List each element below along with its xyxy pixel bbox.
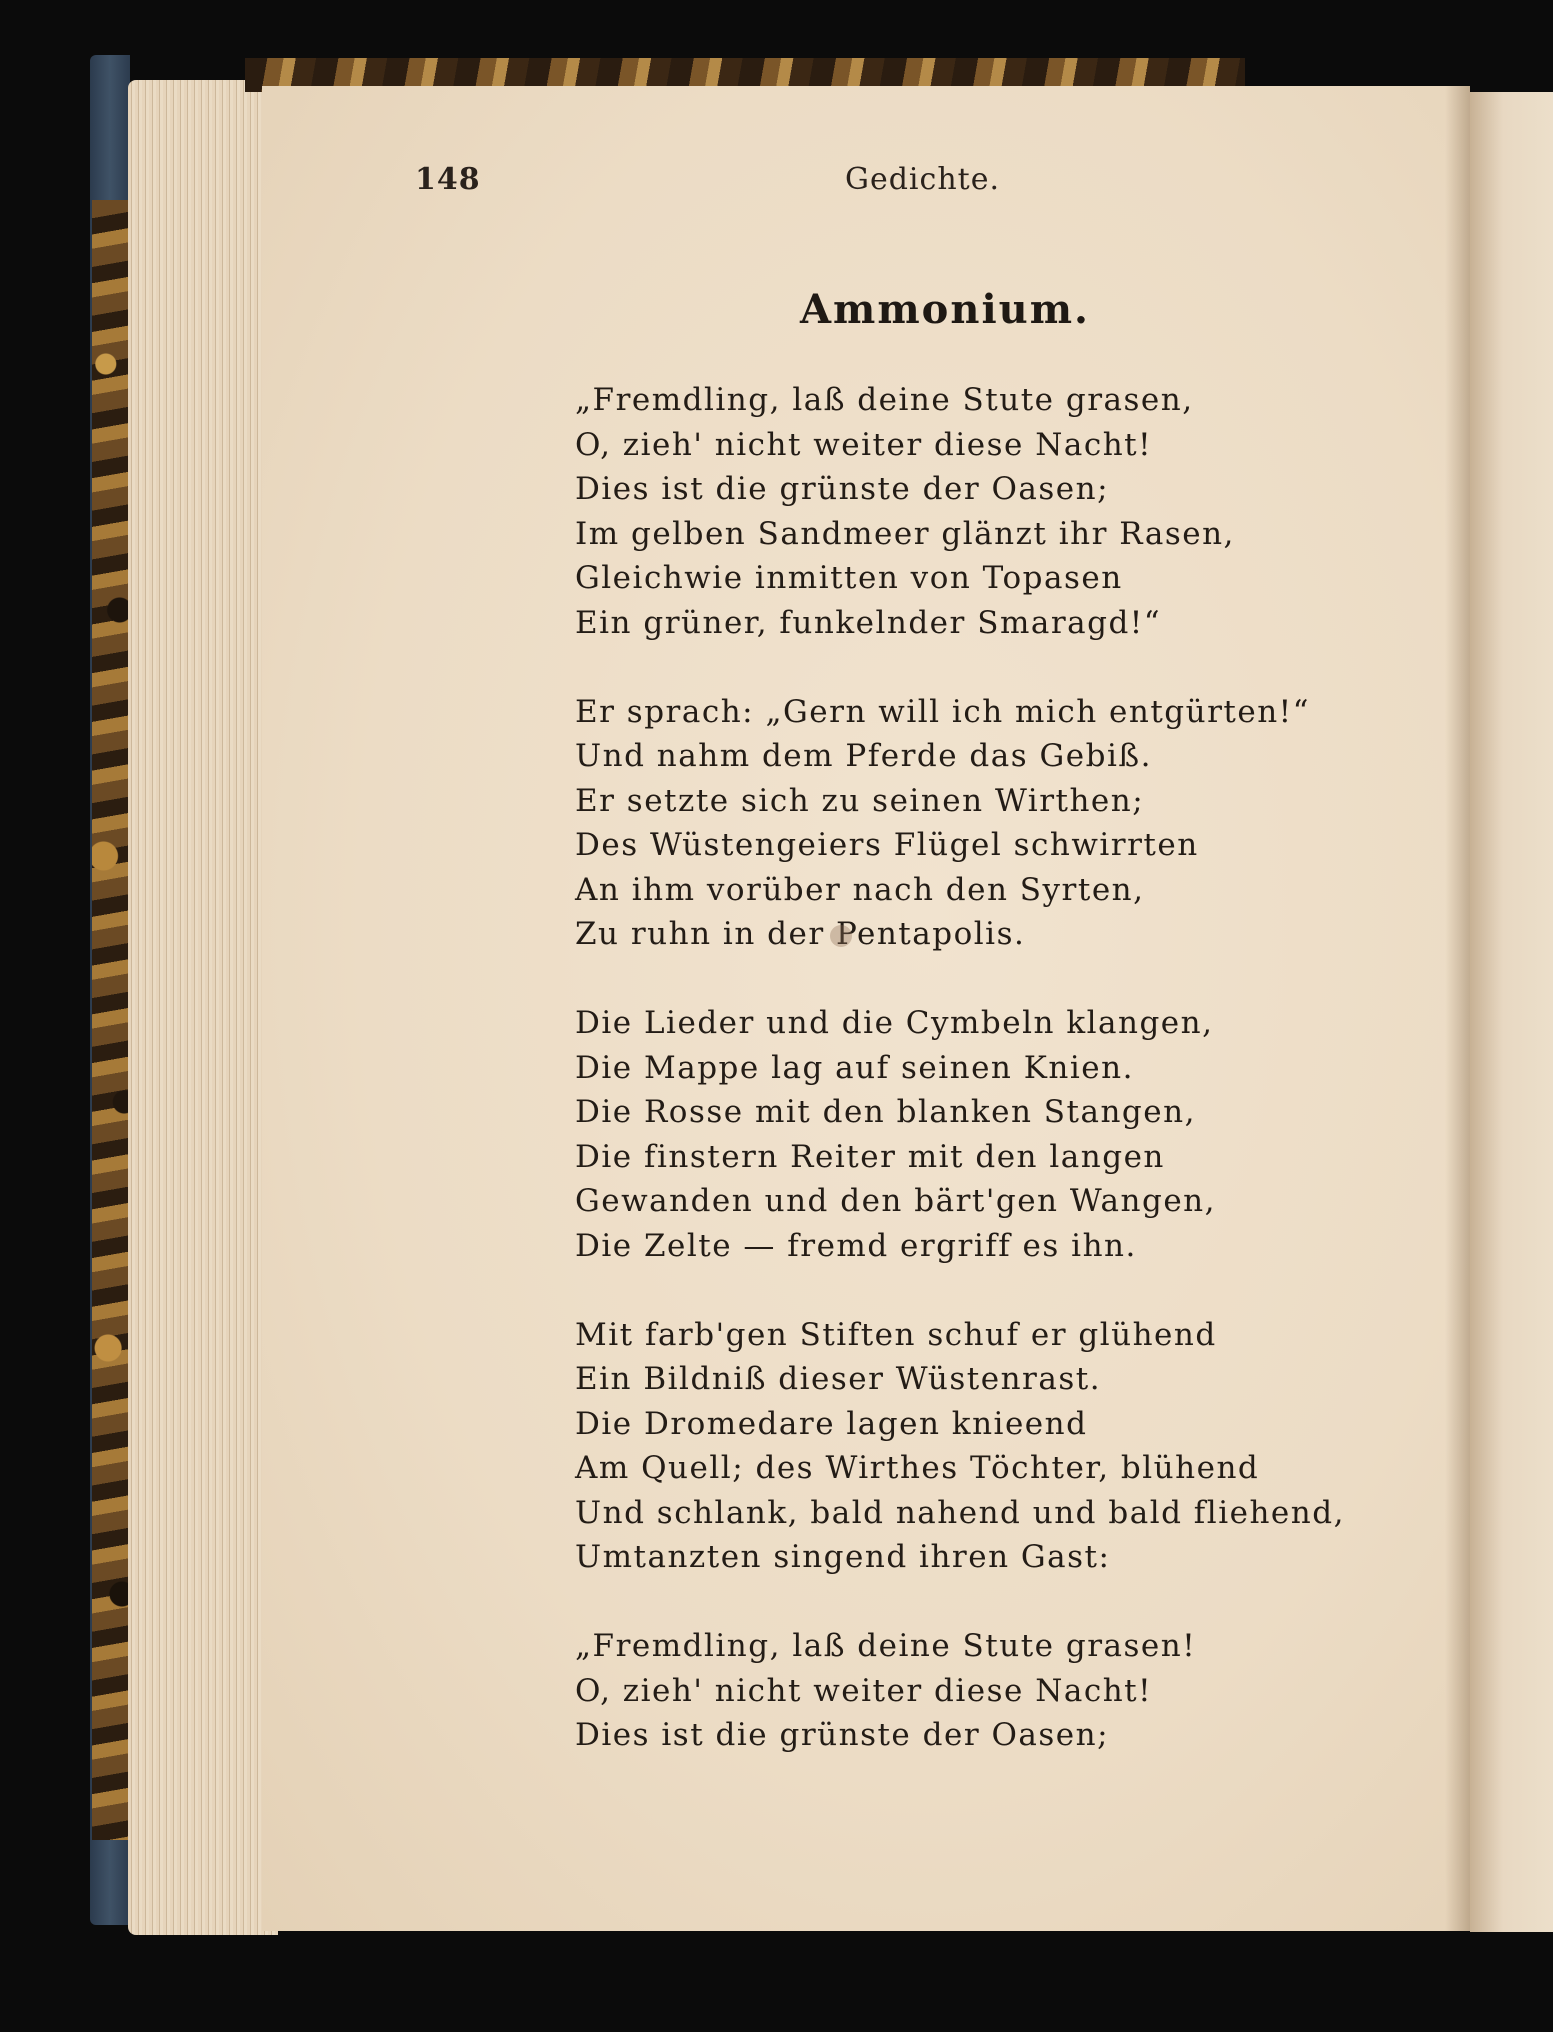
poem-line: Die Mappe lag auf seinen Knien. — [575, 1049, 1134, 1086]
poem-line: Er setzte sich zu seinen Wirthen; — [575, 782, 1145, 819]
page-gutter-shadow — [1445, 86, 1470, 1931]
page-number: 148 — [415, 162, 481, 197]
poem-line: Und nahm dem Pferde das Gebiß. — [575, 738, 1152, 774]
poem-line: Die Lieder und die Cymbeln klangen, — [575, 1005, 1214, 1041]
poem-line: O, zieh' nicht weiter diese Nacht! — [575, 1672, 1153, 1709]
poem-line: Zu ruhn in der Pentapolis. — [575, 916, 1026, 952]
poem-line: Die Dromedare lagen knieend — [575, 1405, 1088, 1442]
poem-line: „Fremdling, laß deine Stute grasen, — [575, 382, 1194, 418]
stanza — [575, 1313, 1375, 1580]
poem-line: Er sprach: „Gern will ich mich entgürten!“ — [575, 693, 1310, 730]
poem-line: Gleichwie inmitten von Topasen — [575, 560, 1123, 596]
poem-line: Die Zelte — fremd ergriff es ihn. — [575, 1227, 1137, 1264]
poem-line: Umtanzten singend ihren Gast: — [575, 1539, 1111, 1575]
stanza — [575, 378, 1375, 645]
poem-line: Dies ist die grünste der Oasen; — [575, 1717, 1110, 1753]
poem-line: Die finstern Reiter mit den langen — [575, 1138, 1165, 1175]
poem-body — [575, 378, 1375, 1802]
facing-page — [1470, 92, 1553, 1932]
poem-line: Des Wüstengeiers Flügel schwirrten — [575, 827, 1199, 863]
poem-line: Am Quell; des Wirthes Töchter, blühend — [575, 1450, 1260, 1486]
poem-line: Ein Bildniß dieser Wüstenrast. — [575, 1361, 1102, 1397]
poem-line: O, zieh' nicht weiter diese Nacht! — [575, 426, 1153, 463]
page-edges — [128, 80, 278, 1935]
poem-line: Gewanden und den bärt'gen Wangen, — [575, 1183, 1216, 1219]
poem-line: An ihm vorüber nach den Syrten, — [575, 871, 1145, 908]
poem-line: „Fremdling, laß deine Stute grasen! — [575, 1628, 1197, 1664]
poem-line: Ein grüner, funkelnder Smaragd!“ — [575, 604, 1162, 641]
poem-line: Mit farb'gen Stiften schuf er glühend — [575, 1316, 1217, 1353]
poem-line: Und schlank, bald nahend und bald fliehend, — [575, 1494, 1345, 1531]
poem-line: Die Rosse mit den blanken Stangen, — [575, 1094, 1196, 1130]
running-head: Gedichte. — [845, 162, 1000, 197]
poem-title: Ammonium. — [800, 286, 1090, 333]
stanza — [575, 1001, 1375, 1268]
poem-line: Dies ist die grünste der Oasen; — [575, 471, 1110, 507]
stanza — [575, 1624, 1375, 1758]
stanza — [575, 690, 1375, 957]
poem-line: Im gelben Sandmeer glänzt ihr Rasen, — [575, 515, 1235, 552]
page-stain — [830, 925, 852, 947]
